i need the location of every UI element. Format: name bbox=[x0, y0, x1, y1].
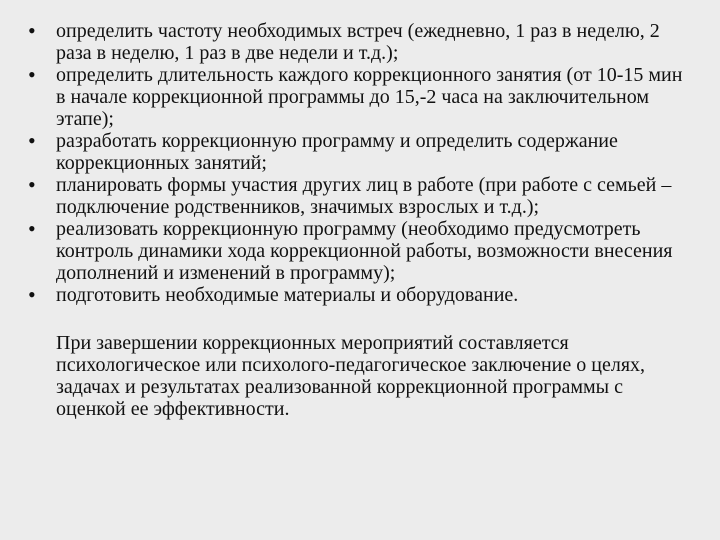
list-item-text: определить длительность каждого коррекционного занятия (от 10-15 мин в начале коррекционной программы до 15,-2 часа на заключительном этапе); bbox=[56, 64, 683, 130]
list-item bbox=[28, 64, 688, 130]
slide-content bbox=[28, 20, 688, 420]
bullet-icon: • bbox=[28, 282, 36, 307]
list-item-text: реализовать коррекционную программу (необходимо предусмотреть контроль динамики хода коррекционной работы, возможности внесения дополнений и изменений в программу); bbox=[56, 218, 673, 284]
list-item-text: подготовить необходимые материалы и оборудование. bbox=[56, 284, 519, 306]
list-item bbox=[28, 174, 688, 218]
list-item bbox=[28, 130, 688, 174]
bullet-list bbox=[28, 20, 688, 306]
list-item bbox=[28, 218, 688, 284]
bullet-icon: • bbox=[28, 128, 36, 153]
bullet-icon: • bbox=[28, 18, 36, 43]
conclusion-paragraph: При завершении коррекционных мероприятий составляется психологическое или психолого-педагогическое заключение о целях, задачах и результатах реализованной коррекционной программы с оценкой ее эффективности. bbox=[56, 332, 646, 420]
list-item bbox=[28, 20, 688, 64]
list-item-text: планировать формы участия других лиц в работе (при работе с семьей – подключение родственников, значимых взрослых и т.д.); bbox=[56, 174, 672, 218]
list-item-text: разработать коррекционную программу и определить содержание коррекционных занятий; bbox=[56, 130, 618, 174]
list-item-text: определить частоту необходимых встреч (ежедневно, 1 раз в неделю, 2 раза в неделю, 1 раз в две недели и т.д.); bbox=[56, 20, 660, 64]
list-item bbox=[28, 284, 688, 306]
bullet-icon: • bbox=[28, 216, 36, 241]
bullet-icon: • bbox=[28, 62, 36, 87]
bullet-icon: • bbox=[28, 172, 36, 197]
